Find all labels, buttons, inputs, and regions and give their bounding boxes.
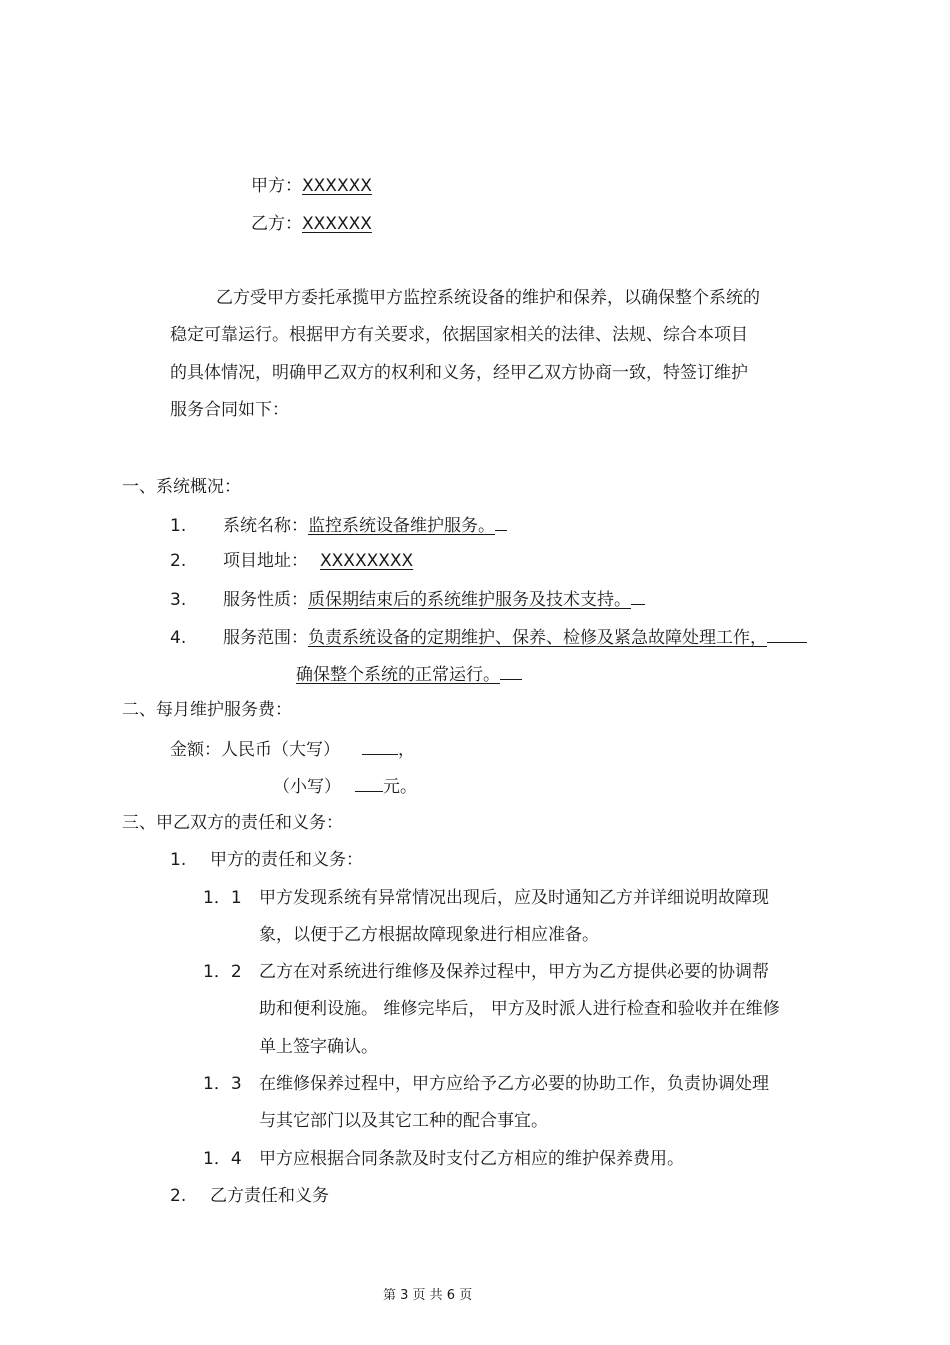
clause-text: 助和便利设施。 维修完毕后， 甲方及时派人进行检查和验收并在维修 — [259, 999, 780, 1019]
intro-line: 乙方受甲方委托承揽甲方监控系统设备的维护和保养，以确保整个系统的 — [216, 288, 760, 308]
intro-line: 服务合同如下： — [170, 400, 289, 420]
party-a-line — [251, 174, 372, 198]
clause — [203, 960, 769, 984]
clause-text: 乙方在对系统进行维修及保养过程中，甲方为乙方提供必要的协调帮 — [259, 962, 769, 982]
section-heading: 一、系统概况： — [122, 477, 241, 497]
small-amount-blank — [355, 773, 383, 792]
subsection-title — [170, 1184, 329, 1208]
item-value: 确保整个系统的正常运行。 — [296, 665, 500, 685]
overview-item — [170, 549, 413, 573]
blank-line — [767, 624, 807, 643]
item-label: 服务范围： — [223, 628, 308, 648]
intro-line: 的具体情况，明确甲乙双方的权利和义务，经甲乙双方协商一致，特签订维护 — [170, 363, 748, 383]
section-heading: 二、每月维护服务费： — [122, 700, 292, 720]
clause-number: 1．1 — [203, 888, 242, 908]
small-amount-suffix: 元。 — [383, 777, 417, 797]
subsection-number: 2. — [170, 1186, 187, 1206]
overview-item-continuation — [296, 661, 522, 687]
party-a-value: XXXXXX — [302, 176, 372, 196]
clause-text: 单上签字确认。 — [259, 1037, 378, 1057]
clause — [203, 1147, 684, 1171]
subsection-label: 乙方责任和义务 — [210, 1186, 329, 1206]
overview-item — [170, 624, 807, 650]
amount-blank — [362, 736, 398, 755]
item-value: 监控系统设备维护服务。 — [308, 516, 495, 536]
item-value: 负责系统设备的定期维护、保养、检修及紧急故障处理工作， — [308, 628, 767, 648]
subsection-label: 甲方的责任和义务： — [210, 850, 363, 870]
item-number: 3. — [170, 590, 187, 610]
small-amount-label: （小写） — [273, 777, 341, 797]
overview-item — [170, 586, 645, 612]
item-label: 项目地址： — [223, 551, 308, 571]
blank-line — [500, 661, 522, 680]
amount-line — [170, 736, 415, 762]
clause-text: 象，以便于乙方根据故障现象进行相应准备。 — [259, 925, 599, 945]
item-number: 2. — [170, 551, 187, 571]
overview-item — [170, 512, 507, 538]
party-a-label: 甲方： — [251, 176, 302, 196]
amount-label: 金额：人民币（大写） — [170, 740, 340, 760]
item-value: 质保期结束后的系统维护服务及技术支持。 — [308, 590, 631, 610]
clause-text: 在维修保养过程中，甲方应给予乙方必要的协助工作，负责协调处理 — [259, 1074, 769, 1094]
intro-line: 稳定可靠运行。根据甲方有关要求，依据国家相关的法律、法规、综合本项目 — [170, 325, 748, 345]
clause-text: 甲方发现系统有异常情况出现后，应及时通知乙方并详细说明故障现 — [259, 888, 769, 908]
blank-line — [495, 512, 507, 531]
clause — [203, 1072, 769, 1096]
section-heading: 三、甲乙双方的责任和义务： — [122, 813, 343, 833]
page-footer: 第 3 页 共 6 页 — [383, 1288, 473, 1303]
item-label: 服务性质： — [223, 590, 308, 610]
clause-number: 1．3 — [203, 1074, 242, 1094]
item-number: 4. — [170, 628, 187, 648]
party-b-value: XXXXXX — [302, 214, 372, 234]
clause-text: 甲方应根据合同条款及时支付乙方相应的维护保养费用。 — [259, 1149, 684, 1169]
blank-line — [631, 586, 645, 605]
subsection-title — [170, 848, 363, 872]
party-b-label: 乙方： — [251, 214, 302, 234]
item-value: XXXXXXXX — [320, 551, 414, 571]
clause-number: 1．2 — [203, 962, 242, 982]
item-label: 系统名称： — [223, 516, 308, 536]
item-number: 1. — [170, 516, 187, 536]
subsection-number: 1. — [170, 850, 187, 870]
clause — [203, 886, 769, 910]
clause-number: 1．4 — [203, 1149, 242, 1169]
clause-text: 与其它部门以及其它工种的配合事宜。 — [259, 1111, 548, 1131]
amount-suffix: ， — [398, 740, 415, 760]
small-amount-line — [273, 773, 417, 799]
party-b-line — [251, 212, 372, 236]
